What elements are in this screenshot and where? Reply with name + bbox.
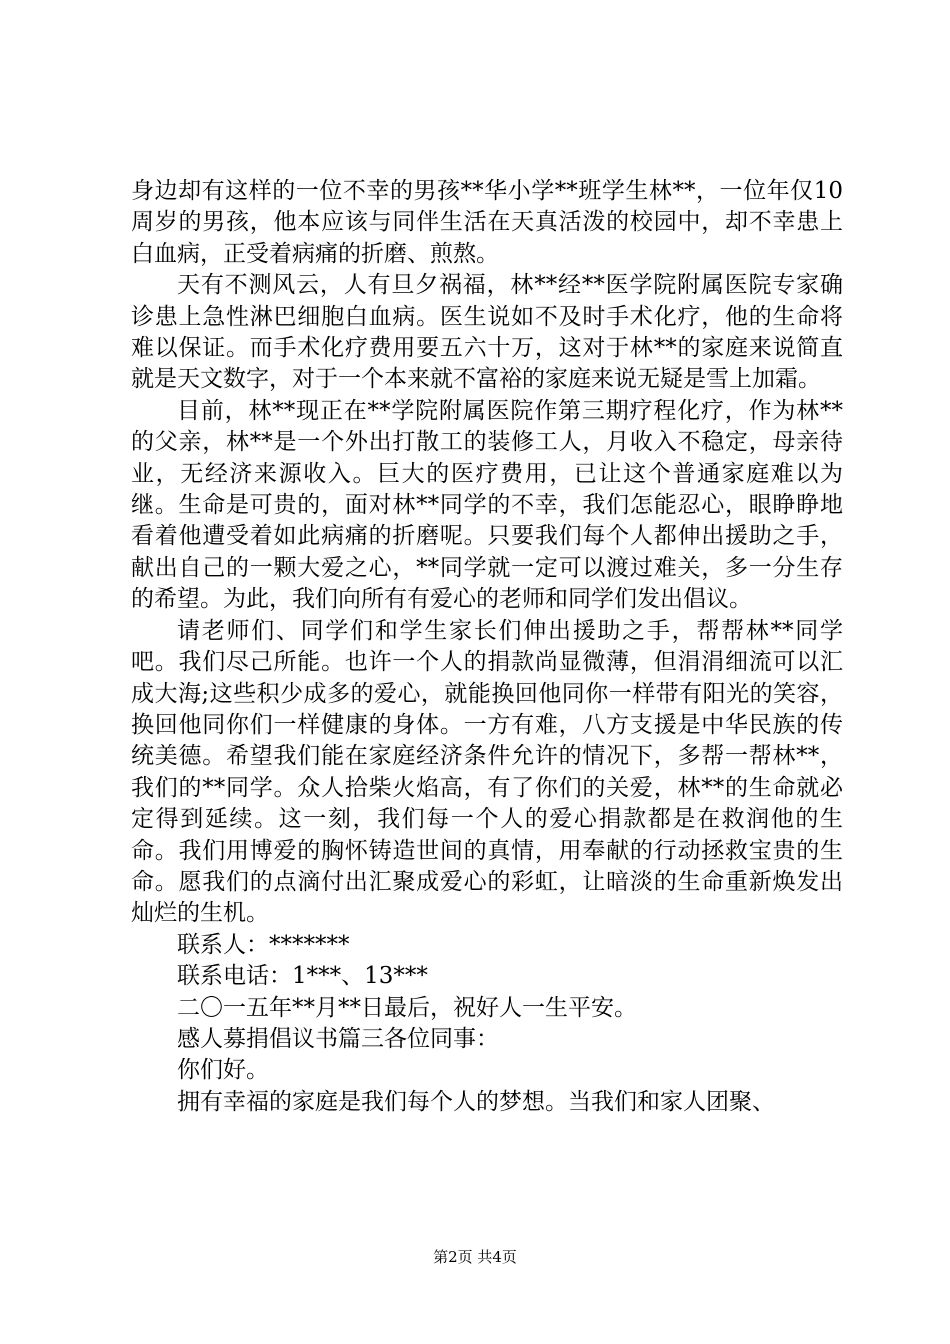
contact-person: 联系人：******* (177, 931, 350, 958)
contact-phone: 联系电话：1***、13*** (177, 963, 428, 990)
document-body (131, 176, 843, 1118)
page-number-footer: 第2页 共4页 (433, 1248, 517, 1266)
paragraph-appeal: 请老师们、同学们和学生家长们伸出援助之手，帮帮林**同学吧。我们尽己所能。也许一个人的捐款尚显微薄，但涓涓细流可以汇成大海;这些积少成多的爱心，就能换回他同你一样带有阳光的笑容，换回他同你们一样健康的身体。一方有难，八方支援是中华民族的传统美德。希望我们能在家庭经济条件允许的情况下，多帮一帮林**，我们的**同学。众人拾柴火焰高，有了你们的关爱，林**的生命就必定得到延续。这一刻，我们每一个人的爱心捐款都是在救润他的生命。我们用博爱的胸怀铸造世间的真情，用奉献的行动拯救宝贵的生命。愿我们的点滴付出汇聚成爱心的彩虹，让暗淡的生命重新焕发出灿烂的生机。 (131, 617, 843, 927)
paragraph-family: 拥有幸福的家庭是我们每个人的梦想。当我们和家人团聚、 (177, 1088, 775, 1115)
date-line: 二〇一五年**月**日最后，祝好人一生平安。 (177, 994, 637, 1021)
section-title: 感人募捐倡议书篇三各位同事： (177, 1025, 499, 1052)
paragraph-continuation: 身边却有这样的一位不幸的男孩**华小学**班学生林**，一位年仅10周岁的男孩，他本应该与同伴生活在天真活泼的校园中，却不幸患上白血病，正受着病痛的折磨、煎熬。 (131, 178, 843, 267)
paragraph-current-situation: 目前，林**现正在**学院附属医院作第三期疗程化疗，作为林**的父亲，林**是一个外出打散工的装修工人，月收入不稳定，母亲待业，无经济来源收入。巨大的医疗费用，已让这个普通家庭难以为继。生命是可贵的，面对林**同学的不幸，我们怎能忍心，眼睁睁地看着他遭受着如此病痛的折磨呢。只要我们每个人都伸出援助之手，献出自己的一颗大爱之心，**同学就一定可以渡过难关，多一分生存的希望。为此，我们向所有有爱心的老师和同学们发出倡议。 (131, 397, 843, 613)
greeting: 你们好。 (177, 1057, 269, 1084)
paragraph-diagnosis: 天有不测风云，人有旦夕祸福，林**经**医学院附属医院专家确诊患上急性淋巴细胞白血病。医生说如不及时手术化疗，他的生命将难以保证。而手术化疗费用要五六十万，这对于林**的家庭来说简直就是天文数字，对于一个本来就不富裕的家庭来说无疑是雪上加霜。 (131, 272, 843, 393)
